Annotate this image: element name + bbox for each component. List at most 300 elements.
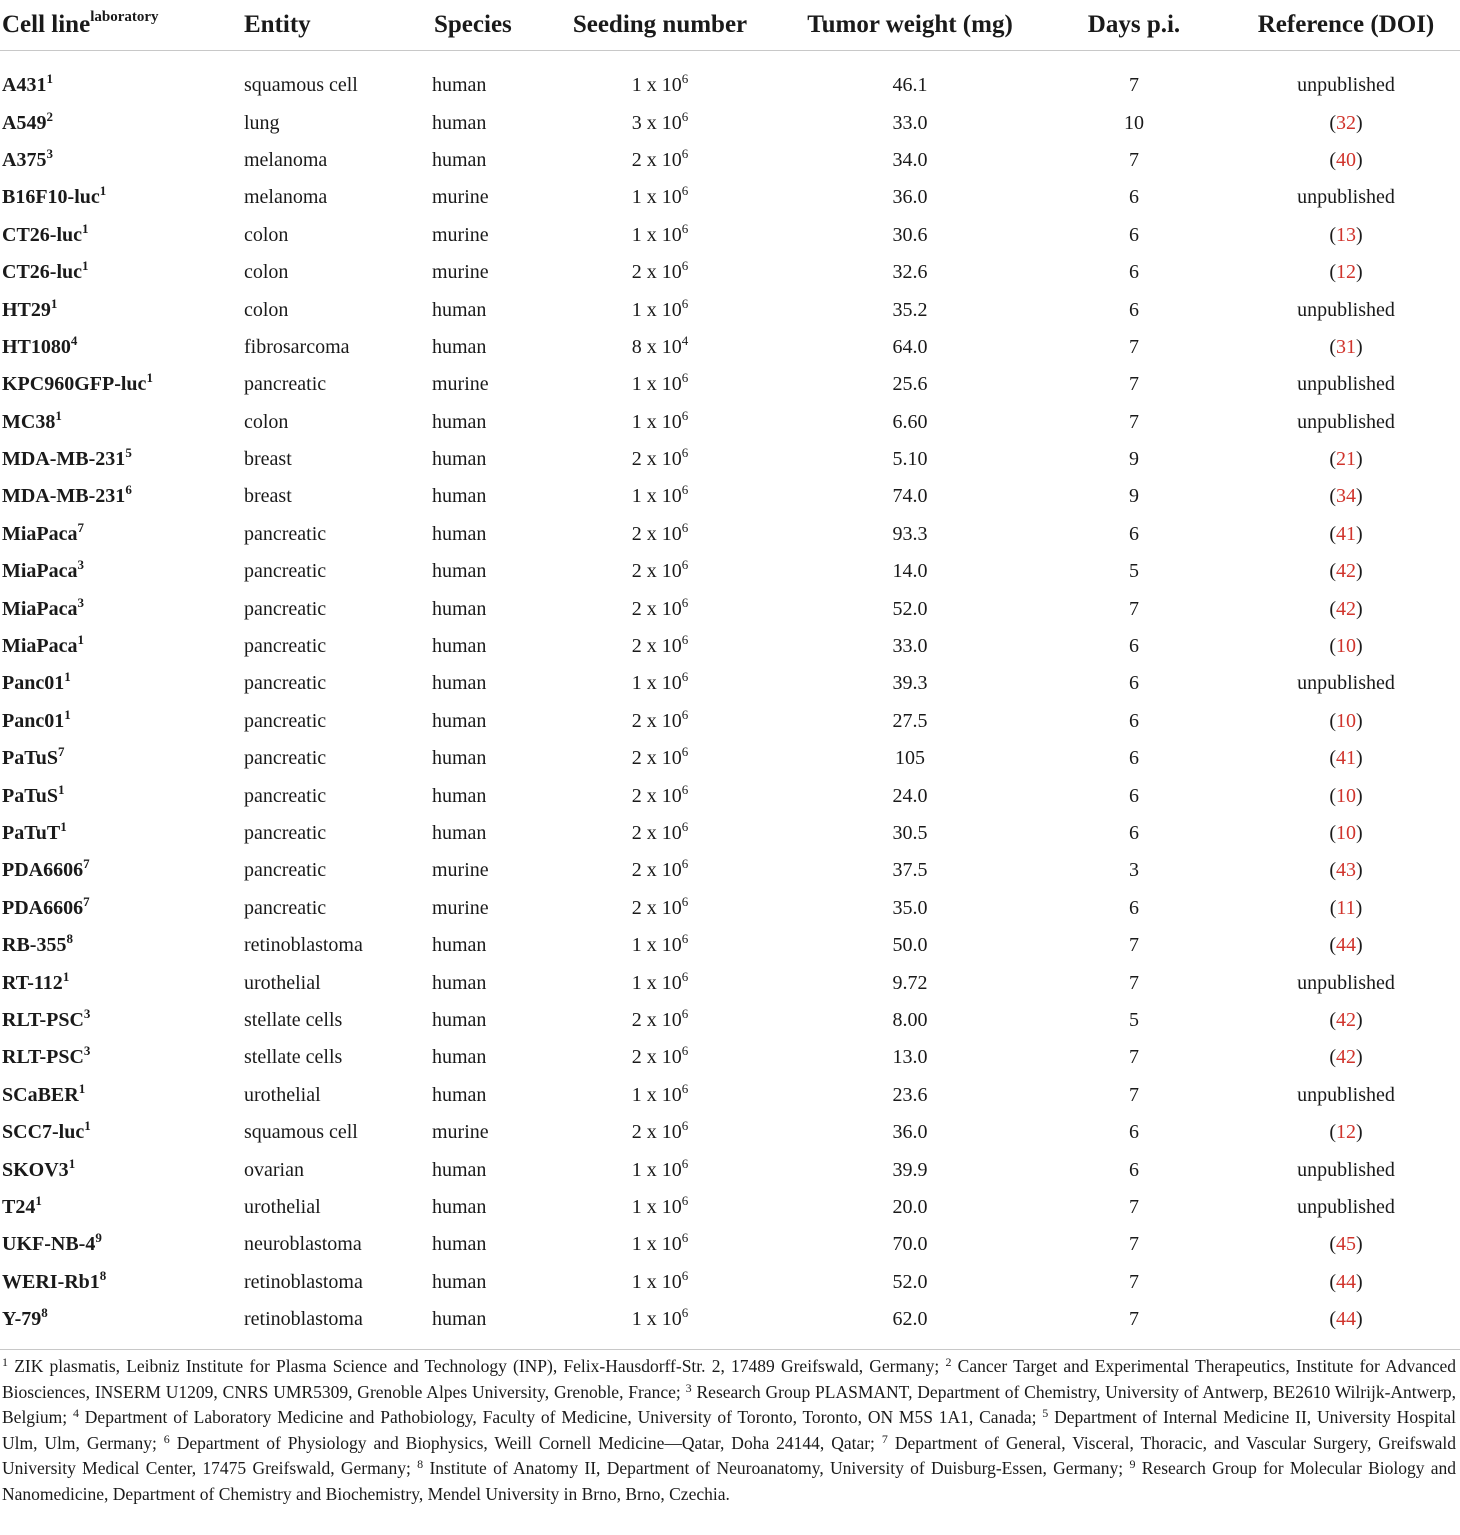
seeding-number-cell: 1 x $10^6$ bbox=[631, 183, 689, 209]
days-pi-cell: 7 bbox=[1129, 971, 1139, 994]
cell-line-name: MiaPaca$^7$ bbox=[2, 519, 85, 545]
cell-line-name: $HT29^1$ bbox=[2, 295, 58, 321]
entity-cell: pancreatic bbox=[244, 896, 327, 919]
entity-cell: colon bbox=[244, 410, 289, 433]
entity-cell: ovarian bbox=[244, 1158, 304, 1181]
tumor-weight-cell: 30.6 bbox=[892, 223, 928, 246]
tumor-weight-cell: 36.0 bbox=[892, 1121, 928, 1144]
cell-line-name: $MC38^1$ bbox=[2, 407, 62, 433]
species-cell: human bbox=[432, 111, 487, 134]
days-pi-cell: 6 bbox=[1129, 522, 1139, 545]
days-pi-cell: 6 bbox=[1129, 1158, 1139, 1181]
days-pi-cell: 5 bbox=[1129, 1008, 1139, 1031]
cell-line-name: RLT-PSC$^3$ bbox=[2, 1005, 91, 1031]
laboratory-superscript: 1 bbox=[84, 1118, 91, 1134]
cell-line-name: RLT-PSC$^3$ bbox=[2, 1043, 91, 1069]
laboratory-superscript: 1 bbox=[50, 295, 58, 311]
laboratory-superscript: 3 bbox=[77, 594, 85, 610]
table-row bbox=[0, 890, 1460, 927]
species-cell: human bbox=[432, 298, 487, 321]
seeding-exponent: 6 bbox=[681, 968, 689, 984]
reference-link[interactable]: 13 bbox=[1336, 223, 1356, 246]
seeding-number-cell: 1 x $10^6$ bbox=[631, 482, 689, 508]
reference-link[interactable]: 10 bbox=[1336, 635, 1356, 658]
reference-link[interactable]: 12 bbox=[1336, 261, 1356, 284]
table-row bbox=[0, 179, 1460, 216]
seeding-number-cell: 1 x $10^6$ bbox=[631, 220, 689, 246]
table-row bbox=[0, 1226, 1460, 1263]
entity-cell: colon bbox=[244, 223, 289, 246]
entity-cell: pancreatic bbox=[244, 522, 327, 545]
table-row bbox=[0, 1077, 1460, 1114]
reference-link[interactable]: 12 bbox=[1336, 1121, 1356, 1144]
tumor-weight-cell: 20.0 bbox=[892, 1195, 928, 1218]
reference-cell: (21) bbox=[1329, 448, 1363, 471]
cell-line-name: $Y-79^8$ bbox=[2, 1305, 48, 1331]
reference-cell: unpublished bbox=[1297, 74, 1395, 97]
laboratory-superscript: 1 bbox=[64, 706, 71, 722]
seeding-exponent: 6 bbox=[681, 706, 689, 722]
entity-cell: pancreatic bbox=[244, 635, 327, 658]
days-pi-cell: 5 bbox=[1129, 560, 1139, 583]
days-pi-cell: 7 bbox=[1129, 148, 1139, 171]
entity-cell: breast bbox=[244, 485, 292, 508]
seeding-number-cell: 2 x $10^6$ bbox=[631, 145, 689, 171]
species-cell: murine bbox=[432, 261, 489, 284]
seeding-exponent: 6 bbox=[681, 370, 689, 386]
species-cell: human bbox=[432, 1270, 487, 1293]
cell-line-name: $RB-355^8$ bbox=[2, 931, 73, 957]
species-cell: human bbox=[432, 335, 487, 358]
seeding-number-cell: 2 x $10^6$ bbox=[631, 893, 689, 919]
seeding-exponent: 6 bbox=[681, 1230, 689, 1246]
seeding-exponent: 6 bbox=[681, 781, 689, 797]
species-cell: murine bbox=[432, 223, 489, 246]
reference-cell: (12) bbox=[1329, 1121, 1363, 1144]
footnote-text: Research Group for Molecular Biology and Nanomedicine, Department of Chemistry and Biochemistry, Mendel University in Brno, Brno, Czechia. bbox=[2, 1458, 1457, 1504]
seeding-exponent: 6 bbox=[681, 108, 689, 124]
days-pi-cell: 7 bbox=[1129, 373, 1139, 396]
days-pi-cell: 6 bbox=[1129, 635, 1139, 658]
header-tumor-weight: Tumor weight (mg) bbox=[784, 0, 1036, 51]
days-pi-cell: 7 bbox=[1129, 1308, 1139, 1331]
days-pi-cell: 6 bbox=[1129, 261, 1139, 284]
seeding-exponent: 4 bbox=[681, 332, 689, 348]
tumor-weight-cell: 105 bbox=[895, 747, 925, 770]
cell-line-name: UKF-$NB-4^9$ bbox=[2, 1230, 102, 1256]
header-species: Species bbox=[432, 0, 536, 51]
laboratory-superscript: 1 bbox=[99, 183, 107, 199]
seeding-exponent: 6 bbox=[681, 1080, 689, 1096]
species-cell: human bbox=[432, 74, 487, 97]
seeding-number-cell: 2 x $10^6$ bbox=[631, 1118, 689, 1144]
cell-line-name: $RT-112^1$ bbox=[2, 968, 70, 994]
cell-line-name: WERI-$Rb1^8$ bbox=[2, 1267, 107, 1293]
laboratory-superscript: 7 bbox=[83, 893, 90, 909]
reference-link[interactable]: 41 bbox=[1336, 522, 1356, 545]
tumor-weight-cell: 30.5 bbox=[892, 822, 928, 844]
days-pi-cell: 10 bbox=[1124, 111, 1144, 134]
days-pi-cell: 6 bbox=[1129, 186, 1139, 209]
footnote-text: Research Group PLASMANT, Department of Chemistry, University of Antwerp, BE2610 Wilrijk-Antwerp, Belgium; bbox=[2, 1381, 1457, 1428]
entity-cell: pancreatic bbox=[244, 822, 327, 844]
reference-link[interactable]: 40 bbox=[1336, 148, 1356, 171]
laboratory-superscript: 5 bbox=[125, 445, 132, 461]
reference-link[interactable]: 10 bbox=[1336, 709, 1356, 732]
entity-cell: pancreatic bbox=[244, 597, 327, 620]
table-row bbox=[0, 329, 1460, 366]
table-row bbox=[0, 777, 1460, 814]
seeding-exponent: 6 bbox=[681, 1305, 689, 1321]
seeding-number-cell: 1 x $10^6$ bbox=[631, 407, 689, 433]
entity-cell: fibrosarcoma bbox=[244, 335, 350, 358]
footnote-number: 1 bbox=[2, 1355, 8, 1369]
species-cell: murine bbox=[432, 186, 489, 209]
days-pi-cell: 7 bbox=[1129, 1046, 1139, 1069]
table-body bbox=[0, 51, 1460, 1339]
reference-link[interactable]: 44 bbox=[1336, 934, 1356, 957]
days-pi-cell: 7 bbox=[1129, 1195, 1139, 1218]
seeding-number-cell: 2 x $10^6$ bbox=[631, 519, 689, 545]
tumor-weight-cell: 35.2 bbox=[892, 298, 928, 321]
seeding-number-cell: 8 x $10^4$ bbox=[631, 332, 689, 358]
seeding-exponent: 6 bbox=[681, 931, 689, 947]
tumor-weight-cell: 64.0 bbox=[892, 335, 928, 358]
reference-cell: (10) bbox=[1329, 709, 1363, 732]
entity-cell: melanoma bbox=[244, 148, 328, 171]
table-row bbox=[0, 516, 1460, 553]
laboratory-superscript: 1 bbox=[68, 1155, 76, 1171]
table-row bbox=[0, 51, 1460, 105]
table-row bbox=[0, 1002, 1460, 1039]
seeding-exponent: 6 bbox=[681, 183, 689, 199]
tumor-weight-cell: 5.10 bbox=[892, 448, 928, 471]
tumor-weight-cell: 9.72 bbox=[892, 971, 928, 994]
reference-link[interactable]: 42 bbox=[1336, 597, 1356, 620]
footnote bbox=[2, 1356, 939, 1376]
reference-link[interactable]: 32 bbox=[1336, 111, 1356, 134]
days-pi-cell: 6 bbox=[1129, 223, 1139, 246]
tumor-weight-cell: 46.1 bbox=[892, 74, 928, 97]
laboratory-superscript: 2 bbox=[46, 108, 53, 124]
footnote-number: 9 bbox=[1129, 1457, 1136, 1472]
reference-cell: unpublished bbox=[1297, 186, 1395, 209]
header-seeding-number: Seeding number bbox=[536, 0, 784, 51]
species-cell: human bbox=[432, 448, 487, 471]
tumor-weight-cell: 39.9 bbox=[892, 1158, 928, 1181]
seeding-number-cell: 2 x $10^6$ bbox=[631, 781, 689, 807]
table-row bbox=[0, 1039, 1460, 1076]
species-cell: murine bbox=[432, 859, 489, 882]
reference-link[interactable]: 42 bbox=[1336, 560, 1356, 583]
table-bottom-rule bbox=[0, 1349, 1460, 1350]
seeding-number-cell: 2 x $10^6$ bbox=[631, 819, 689, 844]
days-pi-cell: 7 bbox=[1129, 74, 1139, 97]
entity-cell: urothelial bbox=[244, 971, 321, 994]
table-row bbox=[0, 1264, 1460, 1301]
species-cell: murine bbox=[432, 896, 489, 919]
seeding-exponent: 6 bbox=[681, 893, 689, 909]
tumor-weight-cell: 32.6 bbox=[892, 261, 928, 284]
reference-link[interactable]: 34 bbox=[1336, 485, 1356, 508]
species-cell: human bbox=[432, 635, 487, 658]
cell-line-name: MDA-$MB-231^6$ bbox=[2, 482, 132, 508]
table-row bbox=[0, 366, 1460, 403]
entity-cell: stellate cells bbox=[244, 1008, 343, 1031]
species-cell: human bbox=[432, 1158, 487, 1181]
table-row bbox=[0, 852, 1460, 889]
entity-cell: neuroblastoma bbox=[244, 1233, 362, 1256]
tumor-weight-cell: 13.0 bbox=[892, 1046, 928, 1069]
laboratory-superscript: 8 bbox=[41, 1305, 48, 1321]
seeding-exponent: 6 bbox=[681, 220, 689, 236]
table-row bbox=[0, 927, 1460, 964]
tumor-weight-cell: 93.3 bbox=[892, 522, 928, 545]
laboratory-superscript: 3 bbox=[83, 1043, 91, 1059]
seeding-number-cell: 3 x $10^6$ bbox=[631, 108, 689, 134]
seeding-exponent: 6 bbox=[681, 71, 689, 87]
seeding-number-cell: 1 x $10^6$ bbox=[631, 295, 689, 321]
species-cell: human bbox=[432, 560, 487, 583]
cell-line-name: $A549^2$ bbox=[2, 108, 53, 134]
cell-line-name: MDA-$MB-231^5$ bbox=[2, 445, 132, 471]
laboratory-superscript: 1 bbox=[46, 71, 53, 87]
days-pi-cell: 6 bbox=[1129, 709, 1139, 732]
reference-link[interactable]: 11 bbox=[1336, 896, 1356, 919]
reference-cell: (43) bbox=[1329, 859, 1363, 882]
laboratory-superscript: 1 bbox=[55, 407, 62, 423]
entity-cell: squamous cell bbox=[244, 74, 358, 97]
seeding-exponent: 6 bbox=[681, 1118, 689, 1134]
reference-cell: (41) bbox=[1329, 747, 1363, 770]
reference-link[interactable]: 10 bbox=[1336, 822, 1356, 844]
tumor-weight-cell: 70.0 bbox=[892, 1233, 928, 1256]
days-pi-cell: 6 bbox=[1129, 672, 1139, 695]
footnote-text: Department of General, Visceral, Thoracic, and Vascular Surgery, Greifswald University Medical Center, 17475 Greifswald, Germany; bbox=[2, 1432, 1457, 1479]
entity-cell: pancreatic bbox=[244, 672, 327, 695]
species-cell: human bbox=[432, 522, 487, 545]
laboratory-superscript: 9 bbox=[95, 1230, 102, 1246]
reference-cell: (13) bbox=[1329, 223, 1363, 246]
cell-line-name: SCC7-luc$^1$ bbox=[2, 1118, 91, 1144]
species-cell: human bbox=[432, 1308, 487, 1331]
cell-line-name: $Panc01^1$ bbox=[2, 706, 71, 732]
table-row bbox=[0, 740, 1460, 777]
tumor-weight-cell: 24.0 bbox=[892, 784, 928, 807]
table-row bbox=[0, 104, 1460, 141]
entity-cell: lung bbox=[244, 111, 280, 134]
tumor-weight-cell: 35.0 bbox=[892, 896, 928, 919]
species-cell: human bbox=[432, 672, 487, 695]
footnote-text: Institute of Anatomy II, Department of Neuroanatomy, University of Duisburg-Essen, Germany; bbox=[429, 1458, 1124, 1479]
footnote-number: 8 bbox=[417, 1457, 424, 1472]
table-row bbox=[0, 628, 1460, 665]
tumor-weight-cell: 39.3 bbox=[892, 672, 928, 695]
laboratory-superscript: 3 bbox=[83, 1005, 91, 1021]
laboratory-superscript: 4 bbox=[70, 332, 78, 348]
seeding-number-cell: 1 x $10^6$ bbox=[631, 1192, 689, 1218]
days-pi-cell: 3 bbox=[1129, 859, 1139, 882]
tumor-weight-cell: 62.0 bbox=[892, 1308, 928, 1331]
seeding-exponent: 6 bbox=[681, 744, 689, 760]
reference-link[interactable]: 42 bbox=[1336, 1008, 1356, 1031]
laboratory-superscript: 7 bbox=[57, 744, 65, 760]
seeding-exponent: 6 bbox=[681, 482, 689, 498]
reference-cell: (31) bbox=[1329, 335, 1363, 358]
footnote-number: 6 bbox=[163, 1431, 170, 1446]
seeding-number-cell: 1 x $10^6$ bbox=[631, 1155, 689, 1181]
species-cell: human bbox=[432, 1233, 487, 1256]
days-pi-cell: 7 bbox=[1129, 934, 1139, 957]
seeding-exponent: 6 bbox=[681, 1192, 689, 1208]
reference-link[interactable]: 44 bbox=[1336, 1270, 1356, 1293]
entity-cell: squamous cell bbox=[244, 1121, 358, 1144]
cell-line-name: $SKOV3^1$ bbox=[2, 1155, 76, 1181]
days-pi-cell: 7 bbox=[1129, 1233, 1139, 1256]
table-row bbox=[0, 404, 1460, 441]
laboratory-superscript: 1 bbox=[57, 781, 65, 797]
cell-line-name: PDA6606$^7$ bbox=[2, 856, 90, 882]
reference-cell: (44) bbox=[1329, 934, 1363, 957]
cell-line-name: $A431^1$ bbox=[2, 71, 53, 97]
footnote bbox=[164, 1433, 875, 1453]
entity-cell: pancreatic bbox=[244, 560, 327, 583]
header-row bbox=[0, 0, 1460, 51]
reference-cell: unpublished bbox=[1297, 410, 1395, 433]
seeding-exponent: 6 bbox=[681, 258, 689, 274]
cell-line-name: KPC960GFP-luc$^1$ bbox=[2, 370, 153, 396]
footnote-number: 4 bbox=[72, 1406, 79, 1421]
species-cell: human bbox=[432, 1046, 487, 1069]
seeding-number-cell: 2 x $10^6$ bbox=[631, 856, 689, 882]
table-row bbox=[0, 441, 1460, 478]
species-cell: human bbox=[432, 597, 487, 620]
days-pi-cell: 9 bbox=[1129, 448, 1139, 471]
header-cell-line-superscript: laboratory bbox=[90, 9, 159, 25]
footnote-text: Department of Internal Medicine II, University Hospital Ulm, Ulm, Germany; bbox=[2, 1407, 1456, 1453]
seeding-number-cell: 1 x $10^6$ bbox=[631, 669, 689, 695]
reference-cell: (12) bbox=[1329, 261, 1363, 284]
species-cell: human bbox=[432, 1195, 487, 1218]
species-cell: human bbox=[432, 822, 487, 844]
laboratory-superscript: 7 bbox=[83, 856, 90, 872]
reference-cell: unpublished bbox=[1297, 298, 1395, 321]
days-pi-cell: 7 bbox=[1129, 335, 1139, 358]
reference-link[interactable]: 44 bbox=[1336, 1308, 1356, 1331]
reference-cell: (32) bbox=[1329, 111, 1363, 134]
footnote-text: Cancer Target and Experimental Therapeutics, Institute for Advanced Biosciences, INSERM U1209, CNRS UMR5309, Grenoble Alpes University, Grenoble, France; bbox=[2, 1356, 1457, 1402]
reference-link[interactable]: 45 bbox=[1336, 1233, 1356, 1256]
seeding-number-cell: 2 x $10^6$ bbox=[631, 1005, 689, 1031]
reference-link[interactable]: 31 bbox=[1336, 335, 1356, 358]
reference-link[interactable]: 21 bbox=[1336, 448, 1356, 471]
cell-line-name: MiaPaca$^3$ bbox=[2, 557, 85, 583]
seeding-number-cell: 2 x $10^6$ bbox=[631, 445, 689, 471]
seeding-exponent: 6 bbox=[681, 1043, 689, 1059]
reference-link[interactable]: 43 bbox=[1336, 859, 1356, 882]
species-cell: murine bbox=[432, 373, 489, 396]
laboratory-superscript: 1 bbox=[64, 669, 71, 685]
species-cell: human bbox=[432, 410, 487, 433]
species-cell: human bbox=[432, 485, 487, 508]
footnote-number: 3 bbox=[685, 1380, 692, 1395]
footnote-text: ZIK plasmatis, Leibniz Institute for Plasma Science and Technology (INP), Felix-Hausdorff-Str. 2, 17489 Greifswald, Germany; bbox=[14, 1356, 940, 1376]
laboratory-superscript: 3 bbox=[46, 145, 53, 161]
reference-link[interactable]: 41 bbox=[1336, 747, 1356, 770]
entity-cell: pancreatic bbox=[244, 373, 327, 396]
reference-cell: (42) bbox=[1329, 1046, 1363, 1069]
footnote-number: 5 bbox=[1042, 1406, 1049, 1421]
entity-cell: pancreatic bbox=[244, 747, 327, 770]
entity-cell: breast bbox=[244, 448, 292, 471]
reference-link[interactable]: 42 bbox=[1336, 1046, 1356, 1069]
table-row bbox=[0, 1151, 1460, 1188]
cell-line-name: $A375^3$ bbox=[2, 145, 53, 171]
seeding-exponent: 6 bbox=[681, 819, 689, 834]
seeding-number-cell: 2 x $10^6$ bbox=[631, 632, 689, 658]
laboratory-superscript: 1 bbox=[82, 220, 89, 236]
seeding-number-cell: 1 x $10^6$ bbox=[631, 71, 689, 97]
species-cell: human bbox=[432, 148, 487, 171]
seeding-number-cell: 2 x $10^6$ bbox=[631, 1043, 689, 1069]
reference-cell: unpublished bbox=[1297, 373, 1395, 396]
reference-cell: (44) bbox=[1329, 1308, 1363, 1331]
laboratory-superscript: 1 bbox=[146, 370, 153, 386]
days-pi-cell: 7 bbox=[1129, 1083, 1139, 1106]
entity-cell: retinoblastoma bbox=[244, 934, 363, 957]
tumor-weight-cell: 52.0 bbox=[892, 1270, 928, 1293]
seeding-exponent: 6 bbox=[681, 295, 689, 311]
reference-cell: unpublished bbox=[1297, 672, 1395, 695]
cell-line-name: $T24^1$ bbox=[2, 1192, 42, 1218]
laboratory-superscript: 6 bbox=[125, 482, 132, 498]
laboratory-superscript: 8 bbox=[99, 1267, 107, 1283]
footnote bbox=[73, 1407, 1037, 1427]
reference-cell: (34) bbox=[1329, 485, 1363, 508]
reference-cell: (44) bbox=[1329, 1270, 1363, 1293]
seeding-exponent: 6 bbox=[681, 407, 689, 423]
species-cell: human bbox=[432, 784, 487, 807]
laboratory-superscript: 1 bbox=[35, 1192, 42, 1208]
seeding-exponent: 6 bbox=[681, 594, 689, 610]
table-row bbox=[0, 1114, 1460, 1151]
footnote-text: Department of Laboratory Medicine and Pathobiology, Faculty of Medicine, University of Toronto, Toronto, ON M5S 1A1, Canada; bbox=[84, 1407, 1037, 1428]
tumor-weight-cell: 27.5 bbox=[892, 709, 928, 732]
entity-cell: pancreatic bbox=[244, 784, 327, 807]
reference-link[interactable]: 10 bbox=[1336, 784, 1356, 807]
seeding-number-cell: 1 x $10^6$ bbox=[631, 931, 689, 957]
laboratory-superscript: 1 bbox=[77, 632, 85, 648]
seeding-exponent: 6 bbox=[681, 632, 689, 648]
reference-cell: (11) bbox=[1329, 896, 1363, 919]
species-cell: murine bbox=[432, 1121, 489, 1144]
cell-line-name: MiaPaca$^1$ bbox=[2, 632, 85, 658]
seeding-exponent: 6 bbox=[681, 145, 689, 161]
cell-line-name: CT26-luc$^1$ bbox=[2, 258, 89, 284]
table-row bbox=[0, 254, 1460, 291]
cell-line-name: PaTuS$^7$ bbox=[2, 744, 65, 770]
seeding-number-cell: 1 x $10^6$ bbox=[631, 370, 689, 396]
reference-cell: (42) bbox=[1329, 597, 1363, 620]
reference-cell: unpublished bbox=[1297, 1158, 1395, 1181]
reference-cell: (10) bbox=[1329, 822, 1363, 844]
reference-cell: unpublished bbox=[1297, 971, 1395, 994]
laboratory-superscript: 1 bbox=[82, 258, 89, 274]
table-row bbox=[0, 815, 1460, 852]
table-row bbox=[0, 964, 1460, 1001]
species-cell: human bbox=[432, 709, 487, 732]
laboratory-superscript: 1 bbox=[62, 968, 70, 984]
